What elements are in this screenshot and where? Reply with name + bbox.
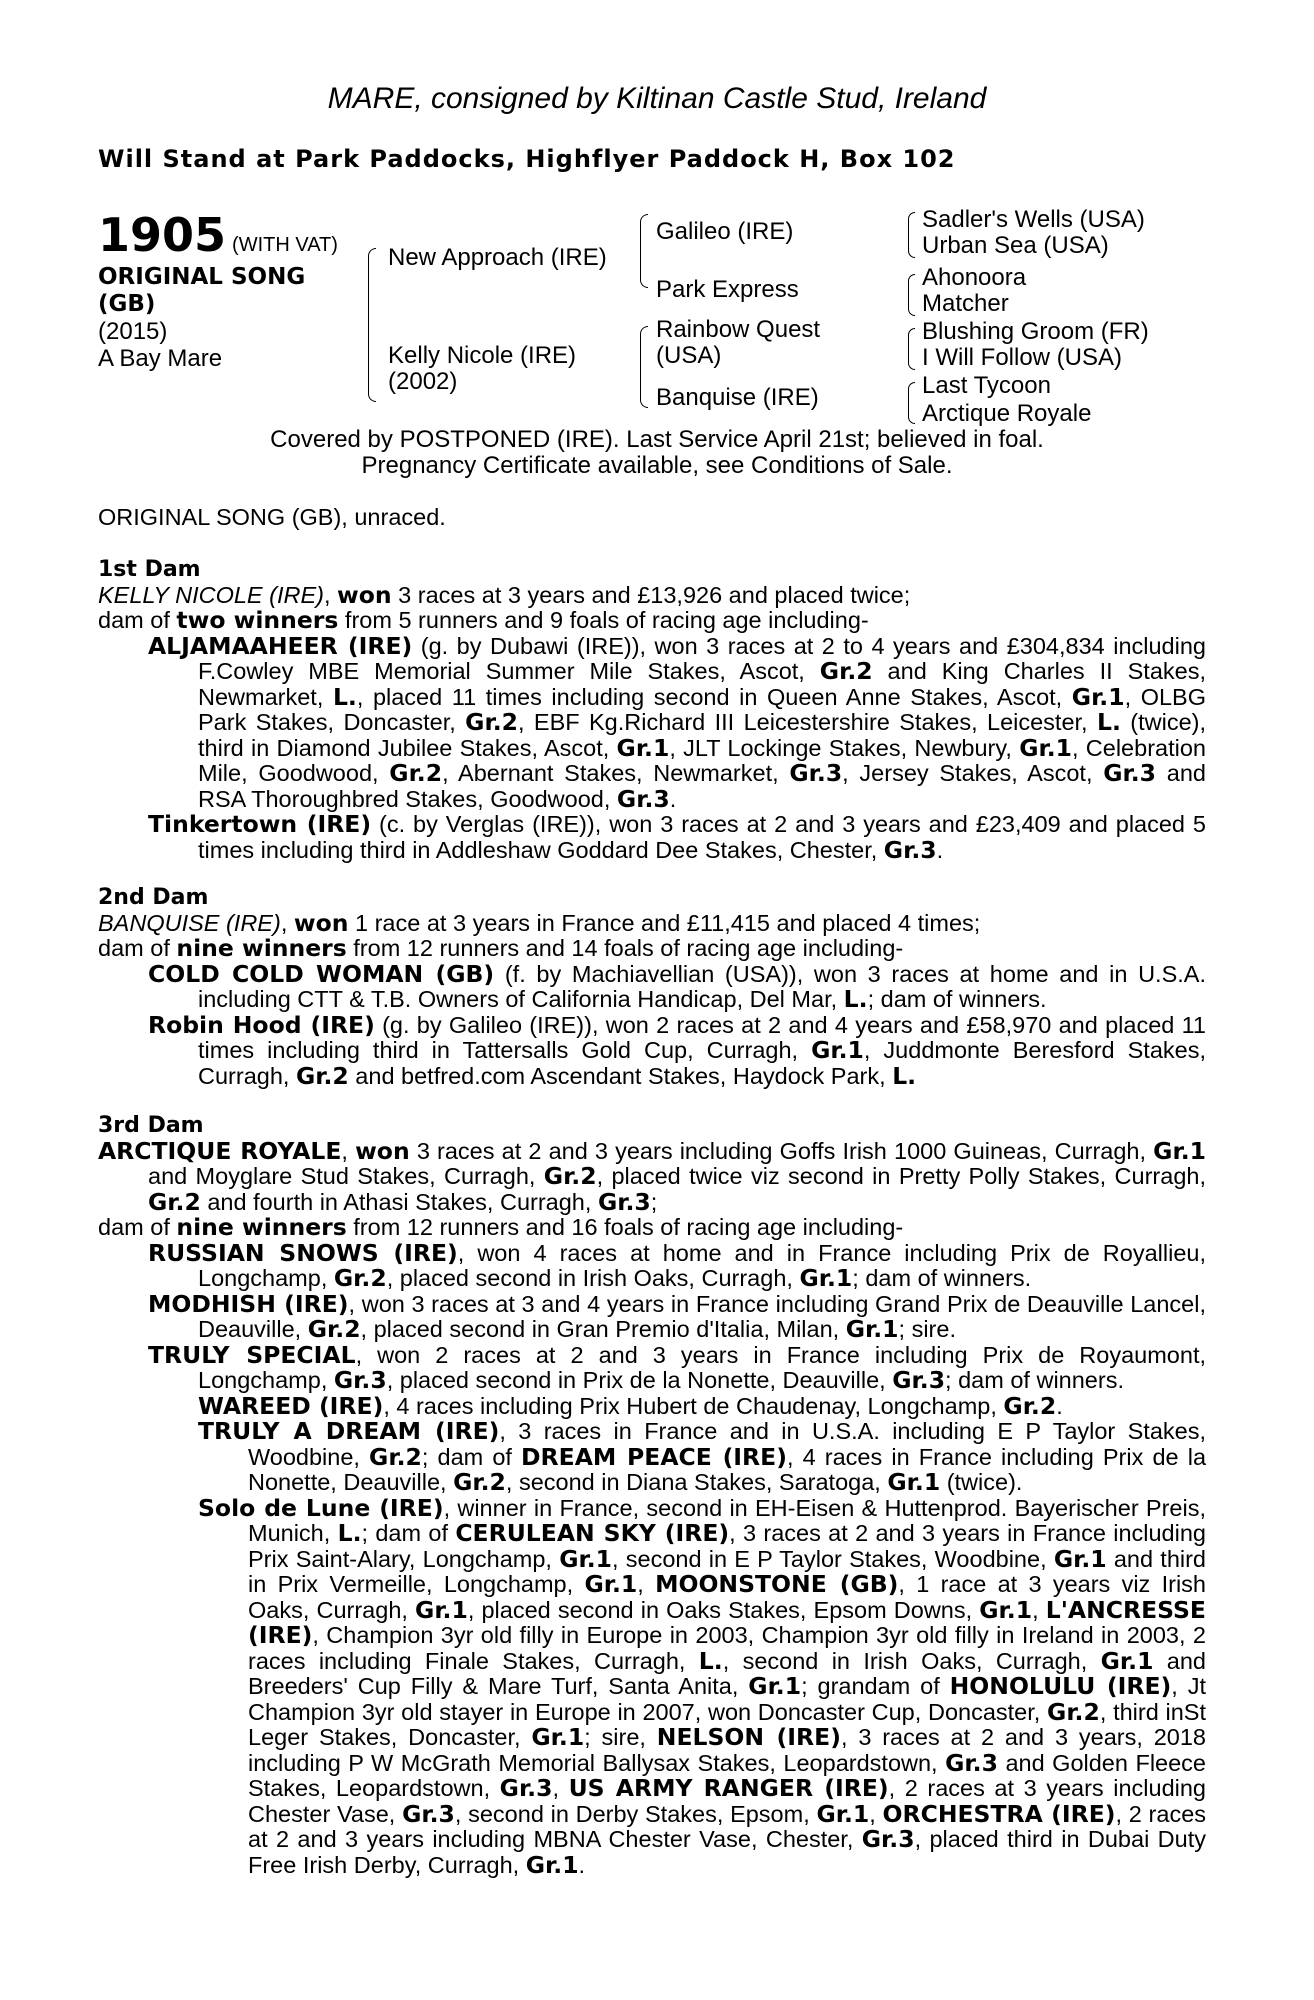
produce-name: MODHISH (IRE) — [148, 1289, 349, 1318]
pedigree-dam: Kelly Nicole (IRE) — [388, 342, 577, 369]
horse-description: A Bay Mare — [98, 345, 223, 372]
third-dam-record: ARCTIQUE ROYALE, won 3 races at 2 and 3 years including Goffs Irish 1000 Guineas, Curragh, Gr.1 and Moyglare Stud Stakes, Curragh, Gr.2, placed twice viz second in Pretty Polly Stakes, Curragh, Gr.2 and fourth in Athasi Stakes, Curragh, Gr.3; — [98, 1136, 1206, 1216]
pedigree-g6: I Will Follow (USA) — [922, 344, 1123, 371]
produce-robin-hood: Robin Hood (IRE) (g. by Galileo (IRE)), won 2 races at 2 and 4 years and £58,970 and placed 11 times including third in Tattersalls Gold Cup, Curragh, Gr.1, Juddmonte Beresford Stakes, Curragh, Gr.2 and betfred.com Ascendant Stakes, Haydock Park, L. — [148, 1010, 1206, 1090]
consignment-line: MARE, consigned by Kiltinan Castle Stud, Ireland — [327, 82, 987, 115]
horse-year: (2015) — [98, 318, 168, 345]
second-dam-name: BANQUISE (IRE) — [98, 909, 281, 936]
third-dam-name: ARCTIQUE ROYALE — [98, 1136, 342, 1165]
pedigree-dam-sire: Rainbow Quest — [656, 316, 821, 343]
second-dam-produce: dam of nine winners from 12 runners and 14 foals of racing age including- — [98, 934, 904, 962]
produce-modhish: MODHISH (IRE), won 3 races at 3 and 4 years in France including Grand Prix de Deauville Lancel, Deauville, Gr.2, placed second in Gran Premio d'Italia, Milan, Gr.1; sire. — [148, 1289, 1206, 1343]
produce-name: COLD COLD WOMAN (GB) — [148, 959, 495, 988]
second-dam-record: BANQUISE (IRE), won 1 race at 3 years in France and £11,415 and placed 4 times; — [98, 908, 981, 937]
lot-vat: (WITH VAT) — [232, 234, 338, 256]
produce-tinkertown: Tinkertown (IRE) (c. by Verglas (IRE)), won 3 races at 2 and 3 years and £23,409 and placed 5 times including third in Addleshaw Goddard Dee Stakes, Chester, Gr.3. — [148, 810, 1206, 864]
pedigree-dam-sire-country: (USA) — [656, 342, 722, 369]
covered-line: Covered by POSTPONED (IRE). Last Service April 21st; believed in foal. — [270, 426, 1044, 453]
pedigree-brace-3a — [908, 212, 915, 258]
horse-name-line1: ORIGINAL SONG — [98, 264, 306, 290]
produce-solo-de-lune: Solo de Lune (IRE), winner in France, second in EH-Eisen & Huttenprod. Bayerischer Preis, Munich, L.; dam of CERULEAN SKY (IRE), 3 races at 2 and 3 years in France including Prix Saint-Alary, Longchamp, Gr.1, second in E P Taylor Stakes, Woodbine, Gr.1 and third in Prix Vermeille, Longchamp, Gr.1, MOONSTONE (GB), 1 race at 3 years viz Irish Oaks, Curragh, Gr.1, placed second in Oaks Stakes, Epsom Downs, Gr.1, L'ANCRESSE (IRE), Champion 3yr old filly in Europe in 2003, Champion 3yr old filly in Ireland in 2003, 2 races including Finale Stakes, Curragh, L., second in Irish Oaks, Curragh, Gr.1 and Breeders' Cup Filly & Mare Turf, Santa Anita, Gr.1; grandam of HONOLULU (IRE), Jt Champion 3yr old stayer in Europe in 2007, won Doncaster Cup, Doncaster, Gr.2, third inSt Leger Stakes, Doncaster, Gr.1; sire, NELSON (IRE), 3 races at 2 and 3 years, 2018 including P W McGrath Memorial Ballysax Stakes, Leopardstown, Gr.3 and Golden Fleece Stakes, Leopardstown, Gr.3, US ARMY RANGER (IRE), 2 races at 3 years including Chester Vase, Gr.3, second in Derby Stakes, Epsom, Gr.1, ORCHESTRA (IRE), 2 races at 2 and 3 years including MBNA Chester Vase, Chester, Gr.3, placed third in Dubai Duty Free Irish Derby, Curragh, Gr.1. — [198, 1493, 1207, 1879]
third-dam-heading: 3rd Dam — [98, 1113, 204, 1138]
first-dam-heading: 1st Dam — [98, 557, 201, 582]
stand-location: Will Stand at Park Paddocks, Highflyer Paddock H, Box 102 — [98, 145, 956, 173]
pedigree-brace-3d — [908, 382, 915, 424]
horse-name-line2: (GB) — [98, 291, 156, 317]
pedigree-brace-3c — [908, 328, 915, 370]
produce-name: ALJAMAAHEER (IRE) — [148, 631, 413, 660]
produce-aljamaaheer: ALJAMAAHEER (IRE) (g. by Dubawi (IRE)), won 3 races at 2 to 4 years and £304,834 including F.Cowley MBE Memorial Summer Mile Stakes, Ascot, Gr.2 and King Charles II Stakes, Newmarket, L., placed 11 times including second in Queen Anne Stakes, Ascot, Gr.1, OLBG Park Stakes, Doncaster, Gr.2, EBF Kg.Richard III Leicestershire Stakes, Leicester, L. (twice), third in Diamond Jubilee Stakes, Ascot, Gr.1, JLT Lockinge Stakes, Newbury, Gr.1, Celebration Mile, Goodwood, Gr.2, Abernant Stakes, Newmarket, Gr.3, Jersey Stakes, Ascot, Gr.3 and RSA Thoroughbred Stakes, Goodwood, Gr.3. — [148, 631, 1207, 813]
horse-name — [98, 264, 305, 318]
pedigree-g2: Urban Sea (USA) — [922, 232, 1109, 259]
pedigree-g8: Arctique Royale — [922, 400, 1092, 427]
pedigree-g5: Blushing Groom (FR) — [922, 318, 1149, 345]
pregnancy-line: Pregnancy Certificate available, see Conditions of Sale. — [361, 452, 953, 479]
produce-cold-cold-woman: COLD COLD WOMAN (GB) (f. by Machiavellian (USA)), won 3 races at home and in U.S.A. including CTT & T.B. Owners of California Handicap, Del Mar, L.; dam of winners. — [148, 959, 1206, 1013]
first-dam-produce: dam of two winners from 5 runners and 9 foals of racing age including- — [98, 606, 869, 634]
pedigree-dam-dam: Banquise (IRE) — [656, 384, 819, 411]
produce-name: TRULY SPECIAL — [148, 1340, 356, 1369]
second-dam-heading: 2nd Dam — [98, 885, 209, 910]
produce-truly-a-dream: TRULY A DREAM (IRE), 3 races in France and in U.S.A. including E P Taylor Stakes, Woodbine, Gr.2; dam of DREAM PEACE (IRE), 4 races in France including Prix de la Nonette, Deauville, Gr.2, second in Diana Stakes, Saratoga, Gr.1 (twice). — [198, 1417, 1207, 1496]
produce-name: Robin Hood (IRE) — [148, 1010, 375, 1039]
third-dam-produce: dam of nine winners from 12 runners and 16 foals of racing age including- — [98, 1213, 904, 1241]
pedigree-sire: New Approach (IRE) — [388, 244, 607, 271]
intro-line: ORIGINAL SONG (GB), unraced. — [98, 504, 446, 530]
produce-name: Solo de Lune (IRE) — [198, 1493, 444, 1522]
pedigree-brace-3b — [908, 274, 915, 316]
pedigree-sire-dam: Park Express — [656, 276, 799, 303]
pedigree-brace-2b — [640, 326, 648, 408]
first-dam-record: KELLY NICOLE (IRE), won 3 races at 3 years and £13,926 and placed twice; — [98, 580, 911, 609]
pedigree-brace-2a — [640, 214, 648, 288]
produce-russian-snows: RUSSIAN SNOWS (IRE), won 4 races at home and in France including Prix de Royallieu, Longchamp, Gr.2, placed second in Irish Oaks, Curragh, Gr.1; dam of winners. — [148, 1238, 1206, 1292]
produce-wareed: WAREED (IRE), 4 races including Prix Hubert de Chaudenay, Longchamp, Gr.2. — [198, 1391, 1063, 1420]
pedigree-g4: Matcher — [922, 290, 1009, 317]
lot-number: 1905 — [98, 208, 227, 262]
pedigree-brace-1 — [368, 248, 376, 402]
produce-name: TRULY A DREAM (IRE) — [198, 1417, 500, 1445]
first-dam-name: KELLY NICOLE (IRE) — [98, 581, 324, 608]
pedigree-g3: Ahonoora — [922, 264, 1027, 291]
pedigree-g7: Last Tycoon — [922, 372, 1051, 399]
pedigree-sire-sire: Galileo (IRE) — [656, 218, 794, 245]
produce-name: RUSSIAN SNOWS (IRE) — [148, 1238, 458, 1267]
third-dam-section — [98, 1112, 1206, 1878]
lot-heading — [98, 208, 338, 262]
first-dam-section — [98, 556, 1206, 863]
pedigree-g1: Sadler's Wells (USA) — [922, 206, 1145, 233]
pedigree-dam-year: (2002) — [388, 368, 458, 395]
produce-name: Tinkertown (IRE) — [148, 810, 372, 838]
produce-truly-special: TRULY SPECIAL, won 2 races at 2 and 3 years in France including Prix de Royaumont, Longchamp, Gr.3, placed second in Prix de la Nonette, Deauville, Gr.3; dam of winners. — [148, 1340, 1207, 1394]
second-dam-section — [98, 884, 1206, 1089]
produce-name: WAREED (IRE) — [198, 1391, 384, 1420]
